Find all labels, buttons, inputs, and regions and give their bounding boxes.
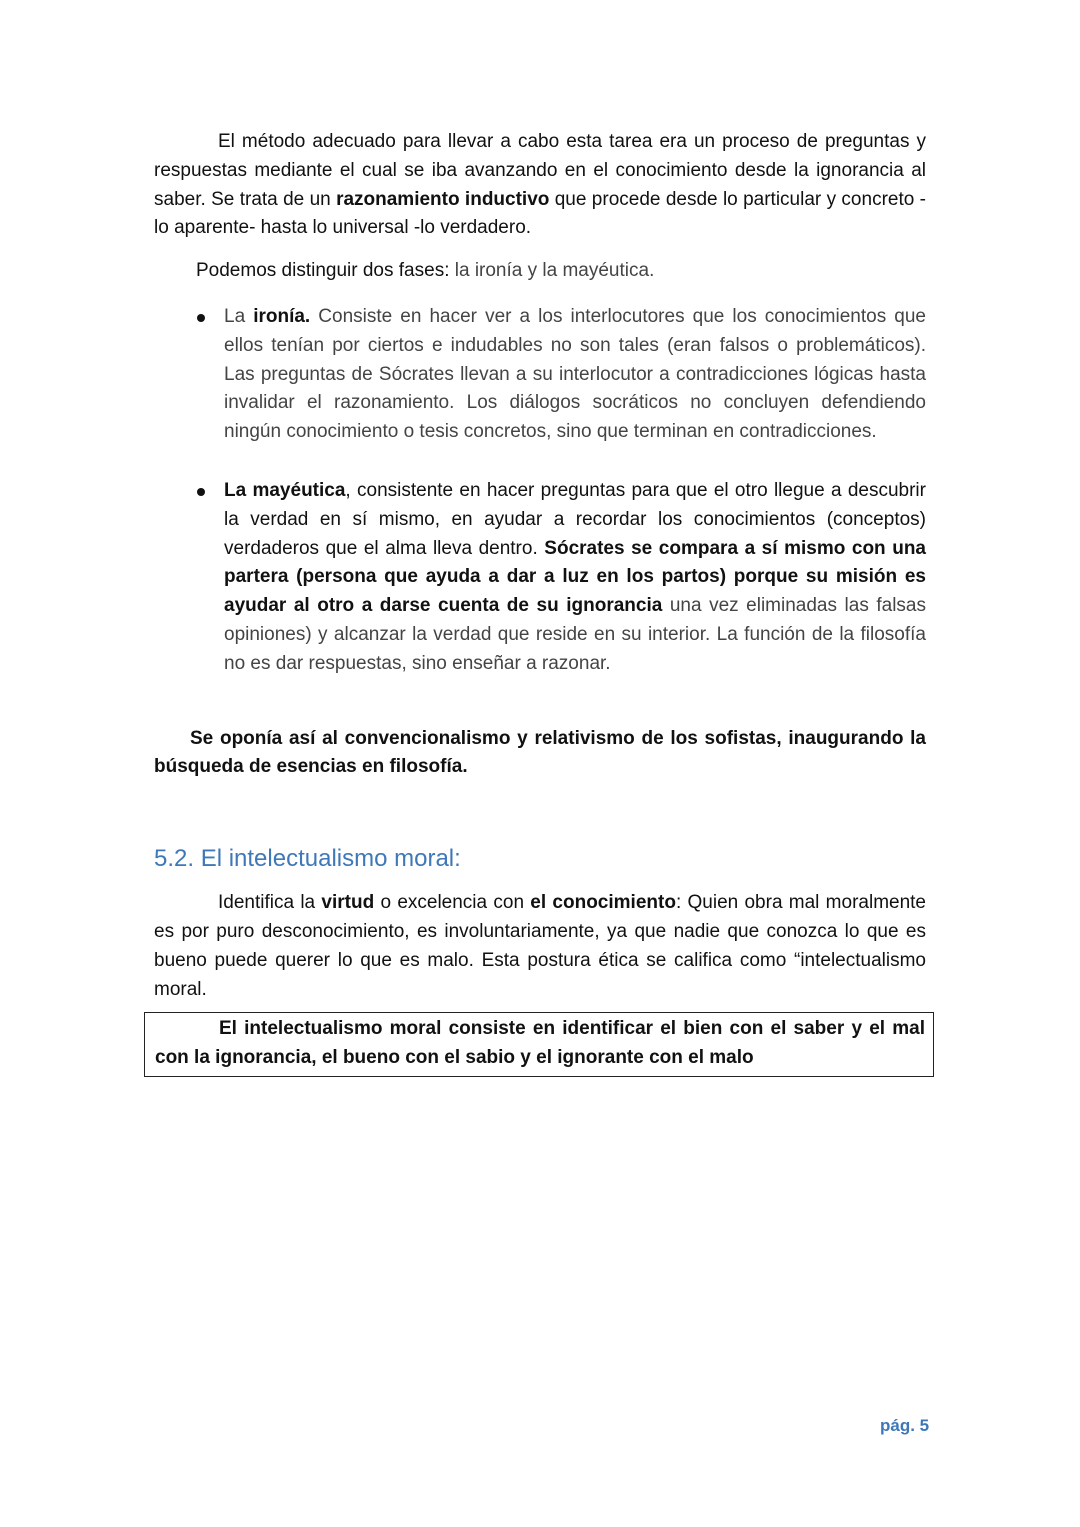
definition-box	[144, 1012, 934, 1077]
list-item-mayeutica	[154, 477, 926, 679]
mayeutica-text-b: una vez eliminadas las falsas opiniones) y alcanzar la verdad que reside en su interior. La función de la filosofía no es dar respuestas, sino enseñar a razonar.	[224, 595, 926, 674]
intel-bold-virtud: virtud	[321, 892, 375, 914]
ironia-lead: La	[224, 305, 254, 327]
intel-text-c: : Quien obra mal moralmente es por puro desconocimiento, es involuntariamente, ya que nadie que conozca lo que es bueno puede querer lo que es malo. Esta postura ética se califica como “intelectualismo moral.	[154, 892, 926, 1000]
intro-text-a: El método adecuado para llevar a cabo esta tarea era un proceso de preguntas y respuestas mediante el cual se iba avanzando en el conocimiento desde la ignorancia al saber. Se trata de un	[154, 131, 926, 210]
fases-text-b: la ironía y la mayéutica.	[454, 260, 655, 282]
intel-text-b: o excelencia con	[374, 892, 531, 914]
fases-text-a: Podemos distinguir dos fases:	[196, 260, 455, 282]
ironia-text: Consiste en hacer ver a los interlocutores que los conocimientos que ellos tenían por ciertos e indudables no son tales (eran falsos o problemáticos). Las preguntas de Sócrates llevan a su interlocutor a contradicciones lógicas hasta invalidar el razonamiento. Los diálogos socráticos no concluyen defendiendo ningún conocimiento o tesis concretos, sino que terminan en contradicciones.	[224, 305, 926, 443]
fases-line	[154, 257, 926, 286]
intellectualism-paragraph	[154, 889, 926, 1004]
intro-bold-term: razonamiento inductivo	[336, 188, 550, 210]
intro-paragraph	[154, 128, 926, 243]
bullet-dot-icon	[197, 314, 205, 322]
bullet-dot-icon	[197, 488, 205, 496]
page-number: pág. 5	[880, 1416, 930, 1435]
mayeutica-bold: La mayéutica	[224, 479, 346, 501]
conclusion-paragraph	[154, 725, 926, 783]
page-content	[154, 128, 926, 1004]
mayeutica-bold-b: Sócrates se compara a sí mismo con una partera (persona que ayuda a dar a luz en los partos) porque su misión es ayudar al otro a darse cuenta de su ignorancia	[224, 537, 926, 617]
conclusion-text: Se oponía así al convencionalismo y relativismo de los sofistas, inaugurando la búsqueda de esencias en filosofía.	[154, 727, 926, 778]
ironia-bold: ironía.	[253, 305, 311, 327]
phases-list	[154, 303, 926, 679]
mayeutica-text-a: , consistente en hacer preguntas para que el otro llegue a descubrir la verdad en sí mismo, en ayudar a recordar los conocimientos (conceptos) verdaderos que el alma lleva dentro.	[224, 479, 926, 559]
intel-bold-conocimiento: el conocimiento	[530, 892, 676, 914]
definition-text: El intelectualismo moral consiste en identificar el bien con el saber y el mal con la ignorancia, el bueno con el sabio y el ignorante con el malo	[155, 1018, 925, 1068]
section-heading: 5.2. El intelectualismo moral:	[154, 845, 461, 873]
list-item-ironia	[154, 303, 926, 447]
intel-text-a: Identifica la	[218, 892, 322, 914]
intro-text-b: que procede desde lo particular y concreto -lo aparente- hasta lo universal -lo verdadero.	[154, 188, 926, 239]
